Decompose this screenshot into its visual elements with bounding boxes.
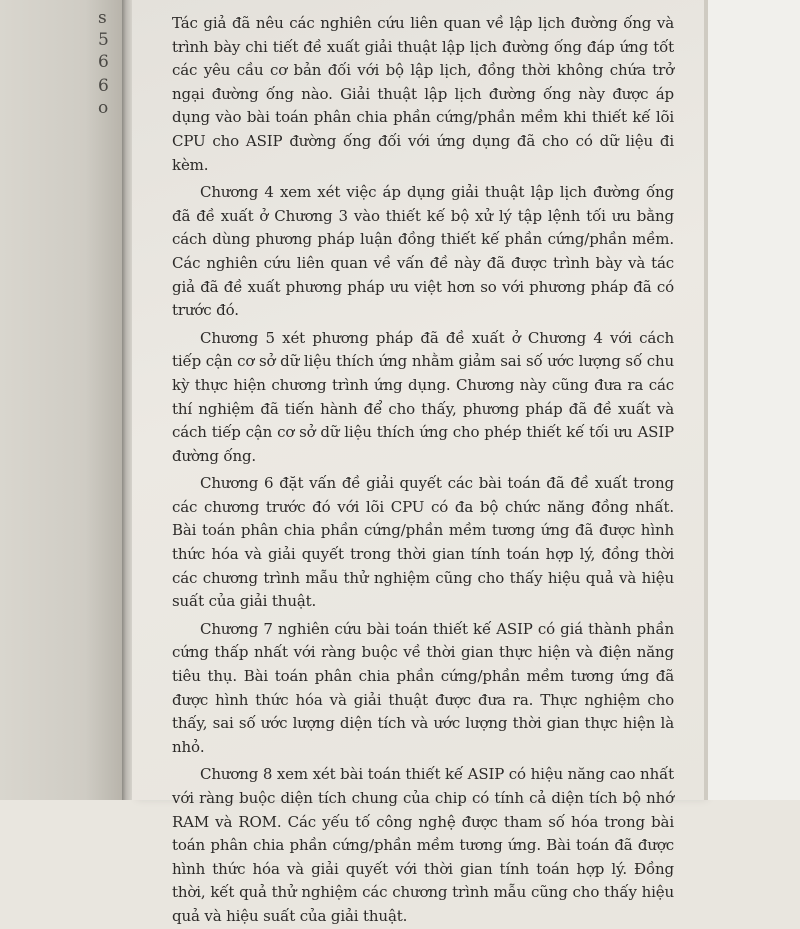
paragraph-chapter-5: Chương 5 xét phương pháp đã đề xuất ở Chương 4 với cách tiếp cận cơ sở dữ liệu thích ứng nhằm giảm sai số ước lượng số chu kỳ thực hiện chương trình ứng dụng. Chương này cũng đưa ra các thí nghiệm đã tiến hành để cho thấy, phương pháp đã đề xuất và cách tiếp cận cơ sở dữ liệu thích ứng cho phép thiết kế tối ưu ASIP đường ống. <box>172 328 674 465</box>
book-gutter <box>122 0 132 800</box>
left-page-fragment: o <box>98 98 109 118</box>
paragraph-chapter-8: Chương 8 xem xét bài toán thiết kế ASIP có hiệu năng cao nhất với ràng buộc diện tích chung của chip có tính cả diện tích bộ nhớ RAM và ROM. Các yếu tố công nghệ được tham số hóa trong bài toán phân chia phần cứng/phần mềm tương ứng. Bài toán đã được hình thức hóa và giải quyết với thời gian tính toán hợp lý. Đồng thời, kết quả thử nghiệm các chương trình mẫu cũng cho thấy hiệu quả và hiệu suất của giải thuật. <box>172 765 674 925</box>
left-page-fragment: s <box>98 8 107 28</box>
background-surface <box>708 0 800 800</box>
left-page <box>0 0 122 800</box>
paragraph-chapter-6: Chương 6 đặt vấn đề giải quyết các bài toán đã đề xuất trong các chương trước đó với lõi CPU có đa bộ chức năng đồng nhất. Bài toán phân chia phần cứng/phần mềm tương ứng đã được hình thức hóa và giải quyết trong thời gian tính toán hợp lý, đồng thời các chương trình mẫu thử nghiệm cũng cho thấy hiệu quả và hiệu suất của giải thuật. <box>172 474 674 611</box>
left-page-fragment: 5 <box>98 30 109 50</box>
paragraph-chapter-4: Chương 4 xem xét việc áp dụng giải thuật lập lịch đường ống đã đề xuất ở Chương 3 vào thiết kế bộ xử lý tập lệnh tối ưu bằng cách dùng phương pháp luận đồng thiết kế phần cứng/phần mềm. Các nghiên cứu liên quan về vấn đề này đã được trình bày và tác giả đã đề xuất phương pháp ưu việt hơn so với phương pháp đã có trước đó. <box>172 183 674 320</box>
page-body-text <box>172 12 674 929</box>
paragraph-chapter-7: Chương 7 nghiên cứu bài toán thiết kế ASIP có giá thành phần cứng thấp nhất với ràng buộc về thời gian thực hiện và điện năng tiêu thụ. Bài toán phân chia phần cứng/phần mềm tương ứng đã được hình thức hóa và giải thuật được đưa ra. Thực nghiệm cho thấy, sai số ước lượng diện tích và ước lượng thời gian thực hiện là nhỏ. <box>172 619 674 756</box>
paragraph-intro: Tác giả đã nêu các nghiên cứu liên quan về lập lịch đường ống và trình bày chi tiết đề xuất giải thuật lập lịch đường ống đáp ứng tốt các yêu cầu cơ bản đối với bộ lập lịch, đồng thời không chứa trở ngại đường ống nào. Giải thuật lập lịch đường ống này được áp dụng vào bài toán phân chia phần cứng/phần mềm khi thiết kế lõi CPU cho ASIP đường ống đối với ứng dụng đã cho có dữ liệu đi kèm. <box>172 14 674 174</box>
left-page-fragment: 6 <box>98 52 109 72</box>
left-page-fragment: 6 <box>98 76 109 96</box>
